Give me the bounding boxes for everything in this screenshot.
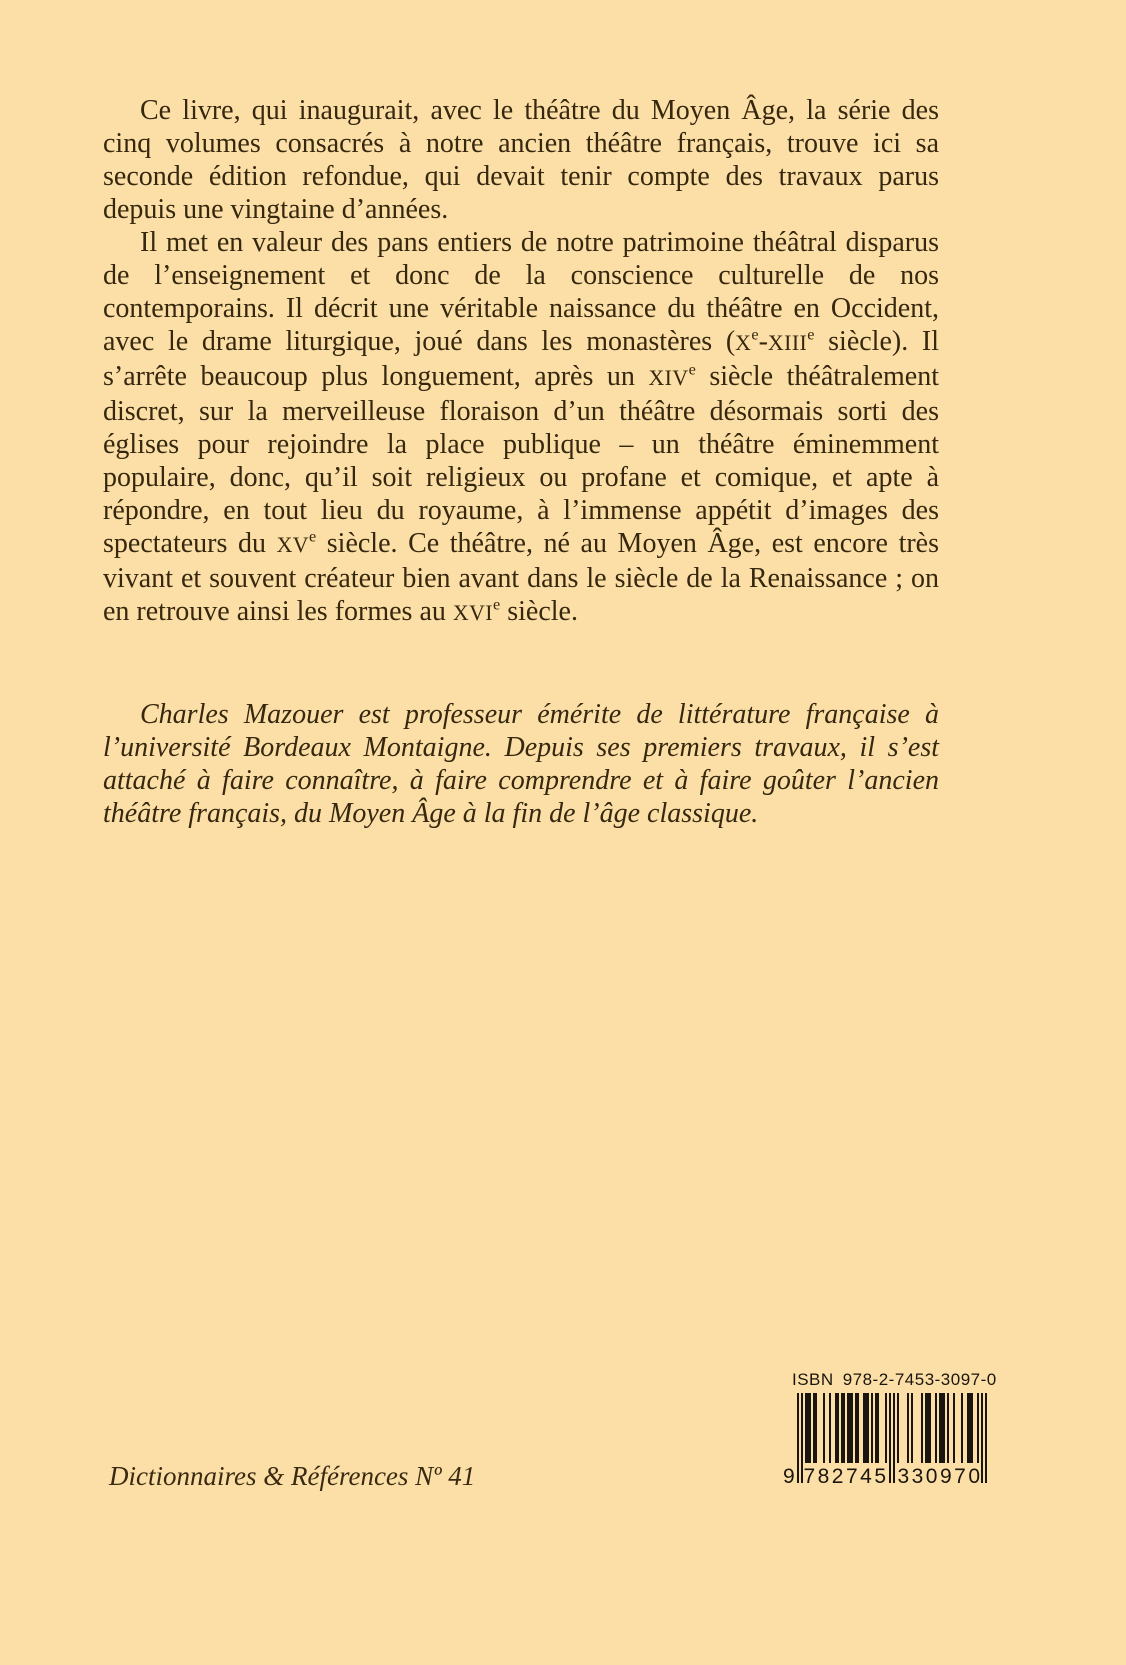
isbn-barcode-block bbox=[770, 1370, 1000, 1485]
blurb-paragraph-2: Il met en valeur des pans entiers de notre patrimoine théâtral disparus de l’enseignement et donc de la conscience culturelle de nos contemporains. Il décrit une véritable naissance du théâtre en Occident, avec le drame liturgique, joué dans les monastères (Xe-XIIIe siècle). Il s’arrête beaucoup plus longuement, après un XIVe siècle théâtralement discret, sur la merveilleuse floraison d’un théâtre désormais sorti des églises pour rejoindre la place publique – un théâtre éminemment populaire, donc, qu’il soit religieux ou profane et comique, et apte à répondre, en tout lieu du royaume, à l’immense appétit d’images des spectateurs du XVe siècle. Ce théâtre, né au Moyen Âge, est encore très vivant et souvent créateur bien avant dans le siècle de la Renaissance ; on en retrouve ainsi les formes au XVIe siècle. bbox=[103, 227, 939, 627]
blurb bbox=[103, 94, 939, 830]
author-bio: Charles Mazouer est professeur émérite de littérature française à l’université Bordeaux Montaigne. Depuis ses premiers travaux, il s’est attaché à faire connaître, à faire comprendre et à faire goûter l’ancien théâtre français, du Moyen Âge à la fin de l’âge classique. bbox=[103, 699, 939, 829]
barcode-bars bbox=[783, 1393, 987, 1485]
barcode-digit-lead: 9 bbox=[783, 1465, 795, 1485]
barcode-digits-left: 782745 bbox=[803, 1465, 889, 1485]
blurb-paragraph-1: Ce livre, qui inaugurait, avec le théâtre du Moyen Âge, la série des cinq volumes consacrés à notre ancien théâtre français, trouve ici sa seconde édition refondue, qui devait tenir compte des travaux parus depuis une vingtaine d’années. bbox=[103, 95, 939, 225]
series-title: Dictionnaires & Références Nº 41 bbox=[109, 1461, 476, 1491]
isbn-label: ISBN bbox=[792, 1370, 834, 1389]
isbn-number: 978-2-7453-3097-0 bbox=[842, 1370, 997, 1389]
isbn-line bbox=[792, 1370, 996, 1390]
barcode-digits-right: 330970 bbox=[897, 1465, 983, 1485]
